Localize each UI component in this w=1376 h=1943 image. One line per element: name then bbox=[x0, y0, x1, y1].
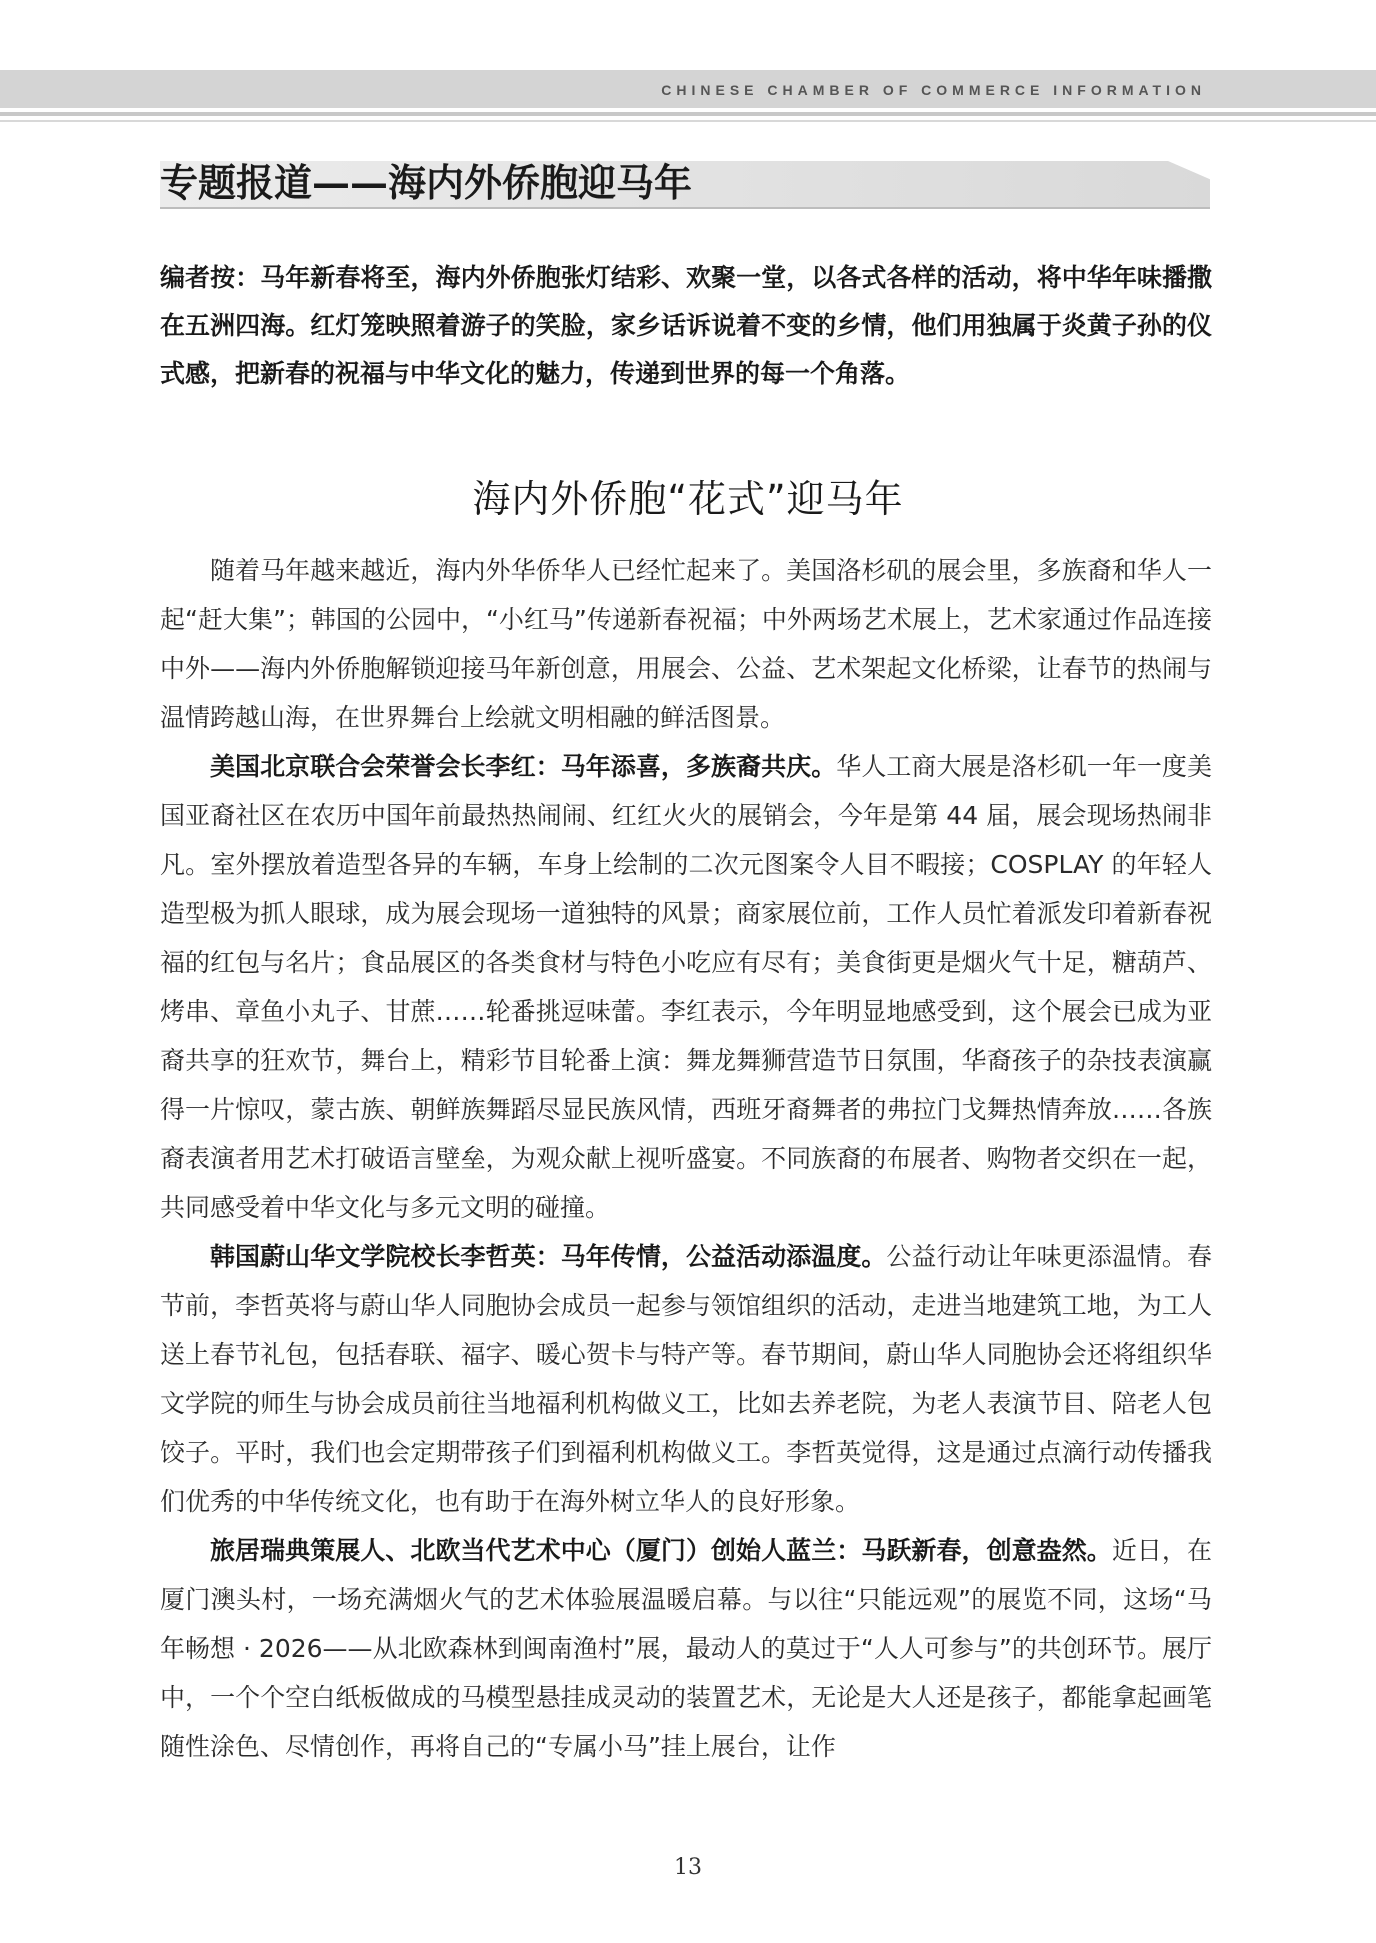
editor-note: 编者按：马年新春将至，海内外侨胞张灯结彩、欢聚一堂，以各式各样的活动，将中华年味播撒在五洲四海。红灯笼映照着游子的笑脸，家乡话诉说着不变的乡情，他们用独属于炎黄子孙的仪式感，把新春的祝福与中华文化的魅力，传递到世界的每一个角落。 bbox=[160, 263, 1212, 388]
article-body bbox=[160, 546, 1212, 1771]
paragraph-lead: 美国北京联合会荣誉会长李红：马年添喜，多族裔共庆。 bbox=[210, 752, 837, 781]
page-number: 13 bbox=[674, 1855, 702, 1880]
paragraph-text: 华人工商大展是洛杉矶一年一度美国亚裔社区在农历中国年前最热热闹闹、红红火火的展销会，今年是第 44 届，展会现场热闹非凡。室外摆放着造型各异的车辆，车身上绘制的二次元图案令人目不暇接；COSPLAY 的年轻人造型极为抓人眼球，成为展会现场一道独特的风景；商家展位前，工作人员忙着派发印着新春祝福的红包与名片；食品展区的各类食材与特色小吃应有尽有；美食街更是烟火气十足，糖葫芦、烤串、章鱼小丸子、甘蔗……轮番挑逗味蕾。李红表示，今年明显地感受到，这个展会已成为亚裔共享的狂欢节，舞台上，精彩节目轮番上演：舞龙舞狮营造节日氛围，华裔孩子的杂技表演赢得一片惊叹，蒙古族、朝鲜族舞蹈尽显民族风情，西班牙裔舞者的弗拉门戈舞热情奔放……各族裔表演者用艺术打破语言壁垒，为观众献上视听盛宴。不同族裔的布展者、购物者交织在一起，共同感受着中华文化与多元文明的碰撞。 bbox=[160, 752, 1212, 1222]
header-rule-thin bbox=[0, 120, 1376, 122]
paragraph-text: 公益行动让年味更添温情。春节前，李哲英将与蔚山华人同胞协会成员一起参与领馆组织的活动，走进当地建筑工地，为工人送上春节礼包，包括春联、福字、暖心贺卡与特产等。春节期间，蔚山华人同胞协会还将组织华文学院的师生与协会成员前往当地福利机构做义工，比如去养老院，为老人表演节目、陪老人包饺子。平时，我们也会定期带孩子们到福利机构做义工。李哲英觉得，这是通过点滴行动传播我们优秀的中华传统文化，也有助于在海外树立华人的良好形象。 bbox=[160, 1242, 1212, 1516]
paragraph bbox=[160, 1526, 1212, 1771]
article-title: 海内外侨胞“花式”迎马年 bbox=[472, 477, 904, 521]
paragraph-lead: 旅居瑞典策展人、北欧当代艺术中心（厦门）创始人蓝兰：马跃新春，创意盎然。 bbox=[210, 1536, 1112, 1565]
section-title: 专题报道——海内外侨胞迎马年 bbox=[160, 160, 693, 205]
publication-name: CHINESE CHAMBER OF COMMERCE INFORMATION bbox=[661, 82, 1206, 98]
paragraph-lead: 韩国蔚山华文学院校长李哲英：马年传情，公益活动添温度。 bbox=[210, 1242, 887, 1271]
paragraph-text: 近日，在厦门澳头村，一场充满烟火气的艺术体验展温暖启幕。与以往“只能远观”的展览不同，这场“马年畅想 · 2026——从北欧森林到闽南渔村”展，最动人的莫过于“人人可参与”的共创环节。展厅中，一个个空白纸板做成的马模型悬挂成灵动的装置艺术，无论是大人还是孩子，都能拿起画笔随性涂色、尽情创作，再将自己的“专属小马”挂上展台，让作 bbox=[160, 1536, 1212, 1761]
header-rule bbox=[0, 112, 1376, 116]
paragraph bbox=[160, 1232, 1212, 1526]
paragraph bbox=[160, 546, 1212, 742]
paragraph bbox=[160, 742, 1212, 1232]
paragraph-text: 随着马年越来越近，海内外华侨华人已经忙起来了。美国洛杉矶的展会里，多族裔和华人一起“赶大集”；韩国的公园中，“小红马”传递新春祝福；中外两场艺术展上，艺术家通过作品连接中外——海内外侨胞解锁迎接马年新创意，用展会、公益、艺术架起文化桥梁，让春节的热闹与温情跨越山海，在世界舞台上绘就文明相融的鲜活图景。 bbox=[160, 556, 1212, 732]
